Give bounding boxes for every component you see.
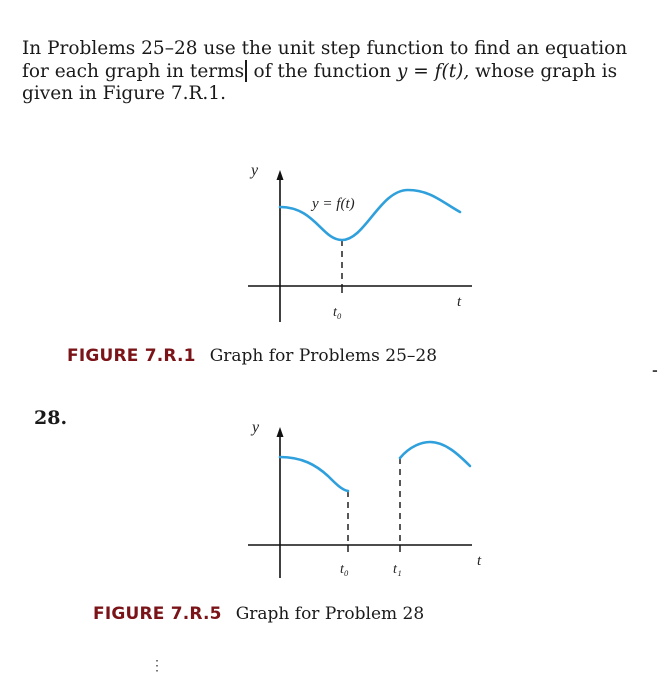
figure-7-r-5-graph	[230, 410, 500, 590]
margin-mark: -	[652, 363, 658, 379]
t-axis-label: t	[457, 294, 462, 310]
paragraph-part2: of the function	[247, 61, 397, 82]
curve-segment-after-t1	[400, 442, 470, 466]
y-axis-arrow-icon	[277, 170, 284, 180]
curve-segment-before-t0	[280, 457, 348, 491]
figure-7-r-5-caption	[93, 604, 424, 624]
figure-7-r-1-caption	[67, 346, 437, 366]
problem-intro-paragraph	[22, 38, 650, 105]
t1-label: t₁	[393, 562, 402, 577]
y-axis-arrow-icon	[277, 427, 284, 437]
t-axis-label: t	[477, 553, 482, 569]
figure-7-r-1-graph	[230, 150, 500, 330]
function-notation: y = f(t),	[396, 61, 470, 82]
problem-number: 28.	[34, 407, 68, 429]
text-cursor	[245, 60, 247, 82]
curve-label: y = f(t)	[312, 196, 355, 212]
figure-number: FIGURE 7.R.5	[93, 604, 222, 624]
paragraph-part1: In Problems 25–28 use the unit step function to find an equation for each graph in terms	[22, 38, 628, 82]
function-curve	[280, 190, 460, 240]
figure-caption-text: Graph for Problem 28	[235, 604, 425, 624]
y-axis-label: y	[251, 162, 259, 179]
y-axis-label: y	[252, 419, 260, 436]
bottom-mark: ⋮	[150, 658, 164, 674]
figure-number: FIGURE 7.R.1	[67, 346, 196, 366]
t0-label: t₀	[333, 305, 342, 320]
t0-label: t₀	[340, 562, 349, 577]
figure-caption-text: Graph for Problems 25–28	[209, 346, 438, 366]
paragraph-part3: whose graph is given in Figure 7.R.1.	[22, 61, 618, 104]
